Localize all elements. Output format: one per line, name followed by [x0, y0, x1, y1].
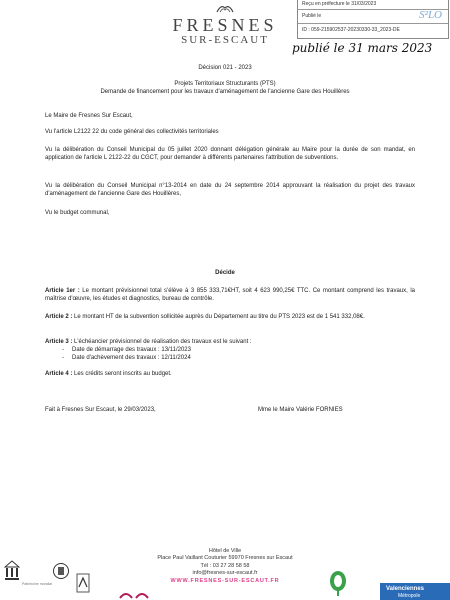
article-2-label: Article 2 : — [45, 314, 73, 320]
vu-article: Vu l'article L2122 22 du code général des collectivités territoriales — [45, 129, 219, 135]
article-2 — [45, 313, 415, 321]
green-partner-logo-icon — [329, 570, 347, 596]
article-3-text: L'échéancier prévisionnel de réalisation des travaux est le suivant : — [72, 339, 252, 345]
city-logo-subtitle: SUR-ESCAUT — [181, 34, 269, 46]
vu-deliberation-2020: Vu la délibération du Conseil Municipal du 05 juillet 2020 donnant délégation générale au Maire pour la durée de son mandat, en application de l'article L 2122-22 du CGCT, pour demander à différents partenaires l'attribution de subventions. — [45, 147, 415, 162]
valenciennes-metropole: Métropole — [398, 593, 421, 599]
footer-website-link[interactable]: WWW.FRESNES-SUR-ESCAUT.FR — [170, 577, 280, 584]
unesco-caption: Patrimoine mondial — [22, 582, 52, 586]
prefecture-stamp — [297, 0, 449, 39]
handwritten-publication-note: publié le 31 mars 2023 — [292, 41, 433, 55]
footer-line-address: Place Paul Vaillant Couturier 59970 Fresnes sur Escaut — [157, 555, 293, 562]
intro-line: Le Maire de Fresnes Sur Escaut, — [45, 113, 133, 119]
partner-logo-fragment-icon — [118, 588, 158, 600]
city-logo-name: FRESNES — [172, 15, 278, 35]
article-2-text: Le montant HT de la subvention sollicitée auprès du Département au titre du PTS 2023 est de 1 541 332,08€. — [72, 314, 365, 320]
article-1-label: Article 1er : — [45, 288, 80, 294]
article-4-label: Article 4 : — [45, 371, 73, 377]
article-4-text: Les crédits seront inscrits au budget. — [72, 371, 172, 377]
article-3 — [45, 338, 415, 346]
article-4 — [45, 370, 415, 378]
valenciennes-metropole-logo — [380, 583, 450, 600]
decision-title-line1: Projets Territoriaux Structurants (PTS) — [174, 81, 276, 87]
signature-mayor: Mme le Maire Valérie FORNIES — [258, 407, 343, 413]
vu-budget: Vu le budget communal, — [45, 210, 110, 216]
decision-number: Décision 021 - 2023 — [198, 65, 252, 71]
vu-deliberation-2014: Vu la délibération du Conseil Municipal n°13-2014 en date du 24 septembre 2014 approuvant la réalisation du projet des travaux d'aménagement de l'ancienne Gare des Houillères, — [45, 183, 415, 198]
decision-title-line2: Demande de financement pour les travaux d'aménagement de l'ancienne Gare des Houillères — [100, 89, 350, 95]
article-1 — [45, 287, 415, 303]
article-3-label: Article 3 : — [45, 339, 73, 345]
footer-line-hotel: Hôtel de Ville — [208, 548, 242, 554]
signature-place-date: Fait à Fresnes Sur Escaut, le 29/03/2023, — [45, 407, 156, 413]
stamp-received-date: Reçu en préfecture le 31/03/2023 — [302, 1, 377, 7]
decide-heading: Décide — [215, 270, 235, 276]
article-3-item-start: - Date de démarrage des travaux : 13/11/2023 — [62, 347, 191, 353]
stamp-published: Publié le — [302, 13, 322, 19]
article-1-text: Le montant prévisionnel total s'élève à 3 855 333,71€HT, soit 4 623 990,25€ TTC. Ce montant comprend les travaux, la maîtrise d'œuvre, les études et diagnostics, bureau de contrôle. — [45, 288, 416, 303]
slo-logo: S²LO — [419, 9, 442, 21]
label-emblem-icon — [76, 573, 90, 593]
valenciennes-name: Valenciennes — [386, 586, 425, 592]
unesco-logo-icon — [4, 560, 20, 584]
stamp-id: ID : 059-215902537-20230330-33_2023-DE — [302, 27, 400, 33]
footer-line-email: info@fresnes-sur-escaut.fr — [192, 570, 258, 577]
article-3-item-end: - Date d'achèvement des travaux : 12/11/2024 — [62, 355, 191, 361]
heritage-emblem-icon — [52, 561, 70, 585]
footer-line-phone: Tél : 03 27 28 58 58 — [200, 562, 250, 569]
